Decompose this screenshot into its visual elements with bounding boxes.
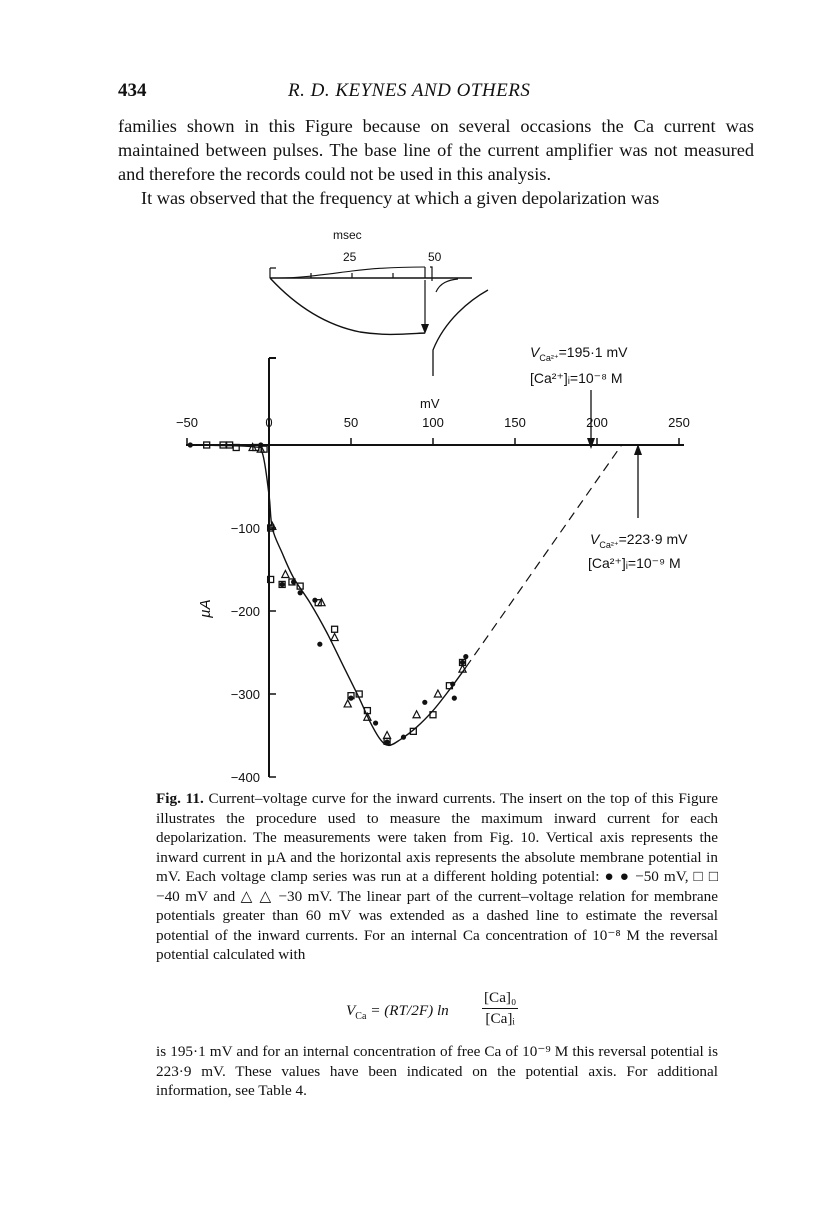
running-head: R. D. KEYNES AND OTHERS <box>288 80 531 101</box>
insert-current-trace <box>270 278 425 334</box>
caption-text-1: Current–voltage curve for the inward currents. The insert on the top of this Figure illustrates the procedure used to measure the maximum inward current for each depolarization. The measurements were taken from Fig. 10. Vertical axis represents the inward current in µA and the horizontal axis represents the absolute membrane potential in mV. Each voltage clamp series was run at a different holding potential: ● ● −50 mV, □ □ −40 mV and △ △ −30 mV. The linear part of the current–voltage relation for membrane potentials greater than 60 mV was extended as a dashed line to estimate the reversal potential of the inward currents. For an internal Ca concentration of 10⁻⁸ M the reversal potential calculated with <box>156 790 718 963</box>
x-tick-label: 200 <box>586 415 608 430</box>
upper-sub: Ca²⁺ <box>539 353 559 363</box>
data-point-triangle <box>413 711 420 718</box>
x-tick-label: −50 <box>175 415 199 430</box>
data-point-triangle <box>282 570 289 577</box>
data-point-filled-circle <box>298 590 303 595</box>
lower-conc-label: [Ca²⁺]ᵢ=10⁻⁹ M <box>588 555 681 571</box>
insert-tick-label: 50 <box>428 250 442 264</box>
data-point-triangle <box>383 732 390 739</box>
formula-fraction <box>482 989 518 1028</box>
caption-text-2: is 195·1 mV and for an internal concentration of free Ca of 10⁻⁹ M this reversal potential is 223·9 mV. These values have been indicated on the potential axis. For additional information, see Table 4. <box>156 1043 718 1099</box>
x-tick-label: 100 <box>422 415 444 430</box>
data-point-filled-circle <box>373 720 378 725</box>
insert-panel <box>270 228 488 376</box>
upper-v: V <box>530 344 540 360</box>
upper-value: =195·1 mV <box>558 344 628 360</box>
fig-label: Fig. 11. <box>156 790 204 807</box>
formula-v-sub: Ca <box>355 1011 367 1023</box>
x-tick-label: 50 <box>343 415 359 430</box>
page-number: 434 <box>118 80 147 101</box>
data-point-triangle <box>331 634 338 641</box>
data-point-filled-circle <box>422 700 427 705</box>
iv-plot <box>176 344 690 785</box>
lower-value: =223·9 mV <box>618 531 688 547</box>
data-point-filled-circle <box>401 735 406 740</box>
insert-pulse-start <box>270 268 276 278</box>
data-point-triangle <box>434 690 441 697</box>
insert-pulse-end <box>430 267 432 281</box>
insert-tick-label: 25 <box>343 250 357 264</box>
x-tick-label: 0 <box>265 415 273 430</box>
body-paragraph-1: families shown in this Figure because on several occasions the Ca current was maintained between pulses. The base line of the current amplifier was not measured and therefore the records could not be used in this analysis. <box>118 116 754 184</box>
insert-tail-trace <box>433 290 488 376</box>
insert-tail-current <box>436 279 458 292</box>
data-point-square <box>332 626 338 632</box>
formula-denominator: [Ca]ᵢ <box>485 1010 515 1027</box>
x-tick-label: 150 <box>504 415 526 430</box>
y-axis-label: µA <box>197 599 214 618</box>
x-tick-label: 250 <box>668 415 690 430</box>
y-tick-label: −200 <box>230 604 260 619</box>
y-tick-label: −400 <box>230 770 260 785</box>
y-tick-label: −100 <box>230 521 260 536</box>
data-point-filled-circle <box>317 642 322 647</box>
data-point-triangle <box>344 700 351 707</box>
upper-vca-label <box>530 344 628 363</box>
data-point-filled-circle <box>463 654 468 659</box>
formula-left <box>346 1002 449 1022</box>
lower-sub: Ca²⁺ <box>599 540 619 550</box>
upper-conc-label: [Ca²⁺]ᵢ=10⁻⁸ M <box>530 370 623 386</box>
insert-xlabel: msec <box>333 228 362 242</box>
data-point-filled-circle <box>280 582 285 587</box>
data-point-filled-circle <box>452 696 457 701</box>
upper-arrowhead <box>587 438 595 449</box>
x-axis-label: mV <box>420 396 440 411</box>
y-tick-label: −300 <box>230 687 260 702</box>
nernst-formula <box>340 989 580 1033</box>
body-paragraph-2: It was observed that the frequency at which a given depolarization was <box>141 188 660 208</box>
formula-v: V <box>346 1002 356 1019</box>
figure-caption <box>156 789 718 965</box>
lower-v: V <box>590 531 600 547</box>
formula-middle: = (RT/2F) ln <box>366 1002 449 1019</box>
formula-numerator: [Ca]₀ <box>482 989 518 1009</box>
data-point-filled-circle <box>188 442 193 447</box>
lower-vca-label <box>590 531 688 550</box>
